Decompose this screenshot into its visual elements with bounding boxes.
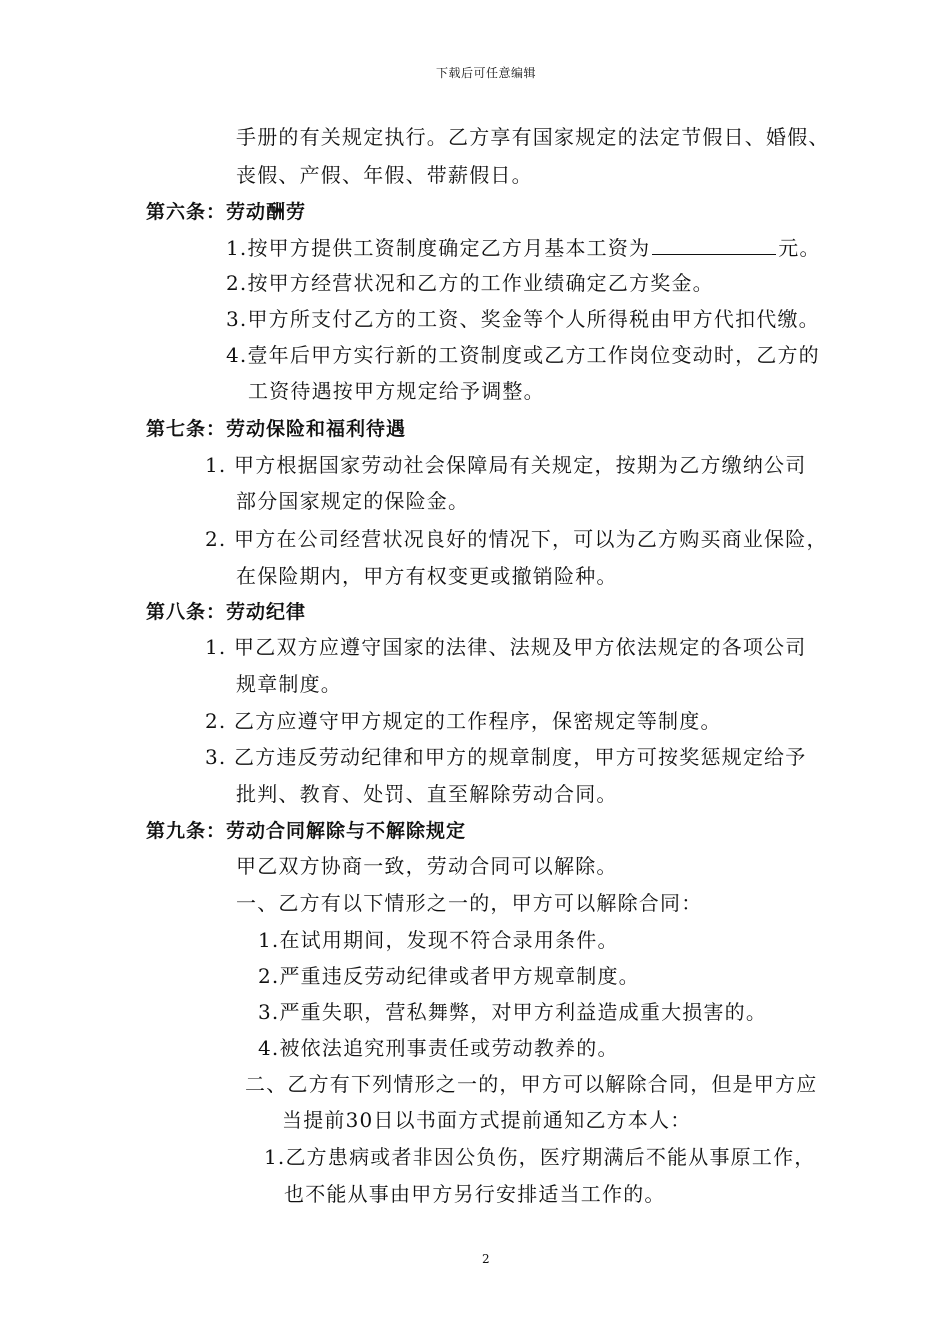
page-number: 2 xyxy=(482,1252,491,1266)
article-8-heading: 第八条：劳动纪律 xyxy=(146,601,307,623)
article-7-heading: 第七条：劳动保险和福利待遇 xyxy=(146,418,407,440)
article-6-item-4: 4.壹年后甲方实行新的工资制度或乙方工作岗位变动时，乙方的 xyxy=(226,343,820,367)
article-8-item-3: 3. 乙方违反劳动纪律和甲方的规章制度，甲方可按奖惩规定给予 xyxy=(205,745,807,769)
article-8-item-2: 2. 乙方应遵守甲方规定的工作程序，保密规定等制度。 xyxy=(205,709,722,733)
page-header: 下载后可任意编辑 xyxy=(436,66,537,80)
article-9-section-2: 二、乙方有下列情形之一的，甲方可以解除合同，但是甲方应 xyxy=(245,1072,818,1096)
article-9-section-2-item-1: 1.乙方患病或者非因公负伤，医疗期满后不能从事原工作， xyxy=(264,1145,816,1169)
article-8-item-3-cont: 批判、教育、处罚、直至解除劳动合同。 xyxy=(236,782,618,806)
article-6-item-2: 2.按甲方经营状况和乙方的工作业绩确定乙方奖金。 xyxy=(226,271,714,295)
article-8-item-1-cont: 规章制度。 xyxy=(236,672,342,696)
article-6-item-1 xyxy=(226,235,821,261)
article-7-item-1-cont: 部分国家规定的保险金。 xyxy=(236,489,470,513)
article-9-section-1-item-3: 3.严重失职，营私舞弊，对甲方利益造成重大损害的。 xyxy=(258,1000,768,1024)
article-6-heading: 第六条：劳动酬劳 xyxy=(146,201,307,223)
article-9-section-1-item-2: 2.严重违反劳动纪律或者甲方规章制度。 xyxy=(258,964,640,988)
article-9-section-1-item-1: 1.在试用期间，发现不符合录用条件。 xyxy=(258,928,619,952)
paragraph-line: 手册的有关规定执行。乙方享有国家规定的法定节假日、婚假、 xyxy=(236,125,830,149)
salary-blank-line xyxy=(652,236,776,255)
article-6-item-3: 3.甲方所支付乙方的工资、奖金等个人所得税由甲方代扣代缴。 xyxy=(226,307,820,331)
article-7-item-2: 2. 甲方在公司经营状况良好的情况下，可以为乙方购买商业保险， xyxy=(205,527,828,551)
article-7-item-2-cont: 在保险期内，甲方有权变更或撤销险种。 xyxy=(236,564,618,588)
article-8-item-1: 1. 甲乙双方应遵守国家的法律、法规及甲方依法规定的各项公司 xyxy=(205,635,807,659)
item-text: 元。 xyxy=(778,236,821,260)
article-6-item-4-cont: 工资待遇按甲方规定给予调整。 xyxy=(248,379,545,403)
article-7-item-1: 1. 甲方根据国家劳动社会保障局有关规定，按期为乙方缴纳公司 xyxy=(205,453,807,477)
paragraph-line: 丧假、产假、年假、带薪假日。 xyxy=(236,163,533,187)
article-9-heading: 第九条：劳动合同解除与不解除规定 xyxy=(146,820,467,842)
item-text: 1.按甲方提供工资制度确定乙方月基本工资为 xyxy=(226,236,651,260)
article-9-intro: 甲乙双方协商一致，劳动合同可以解除。 xyxy=(236,854,618,878)
article-9-section-1: 一、乙方有以下情形之一的，甲方可以解除合同： xyxy=(236,891,703,915)
article-9-section-2-cont: 当提前30日以书面方式提前通知乙方本人： xyxy=(282,1108,692,1132)
article-9-section-2-item-1-cont: 也不能从事由甲方另行安排适当工作的。 xyxy=(284,1182,666,1206)
article-9-section-1-item-4: 4.被依法追究刑事责任或劳动教养的。 xyxy=(258,1036,619,1060)
